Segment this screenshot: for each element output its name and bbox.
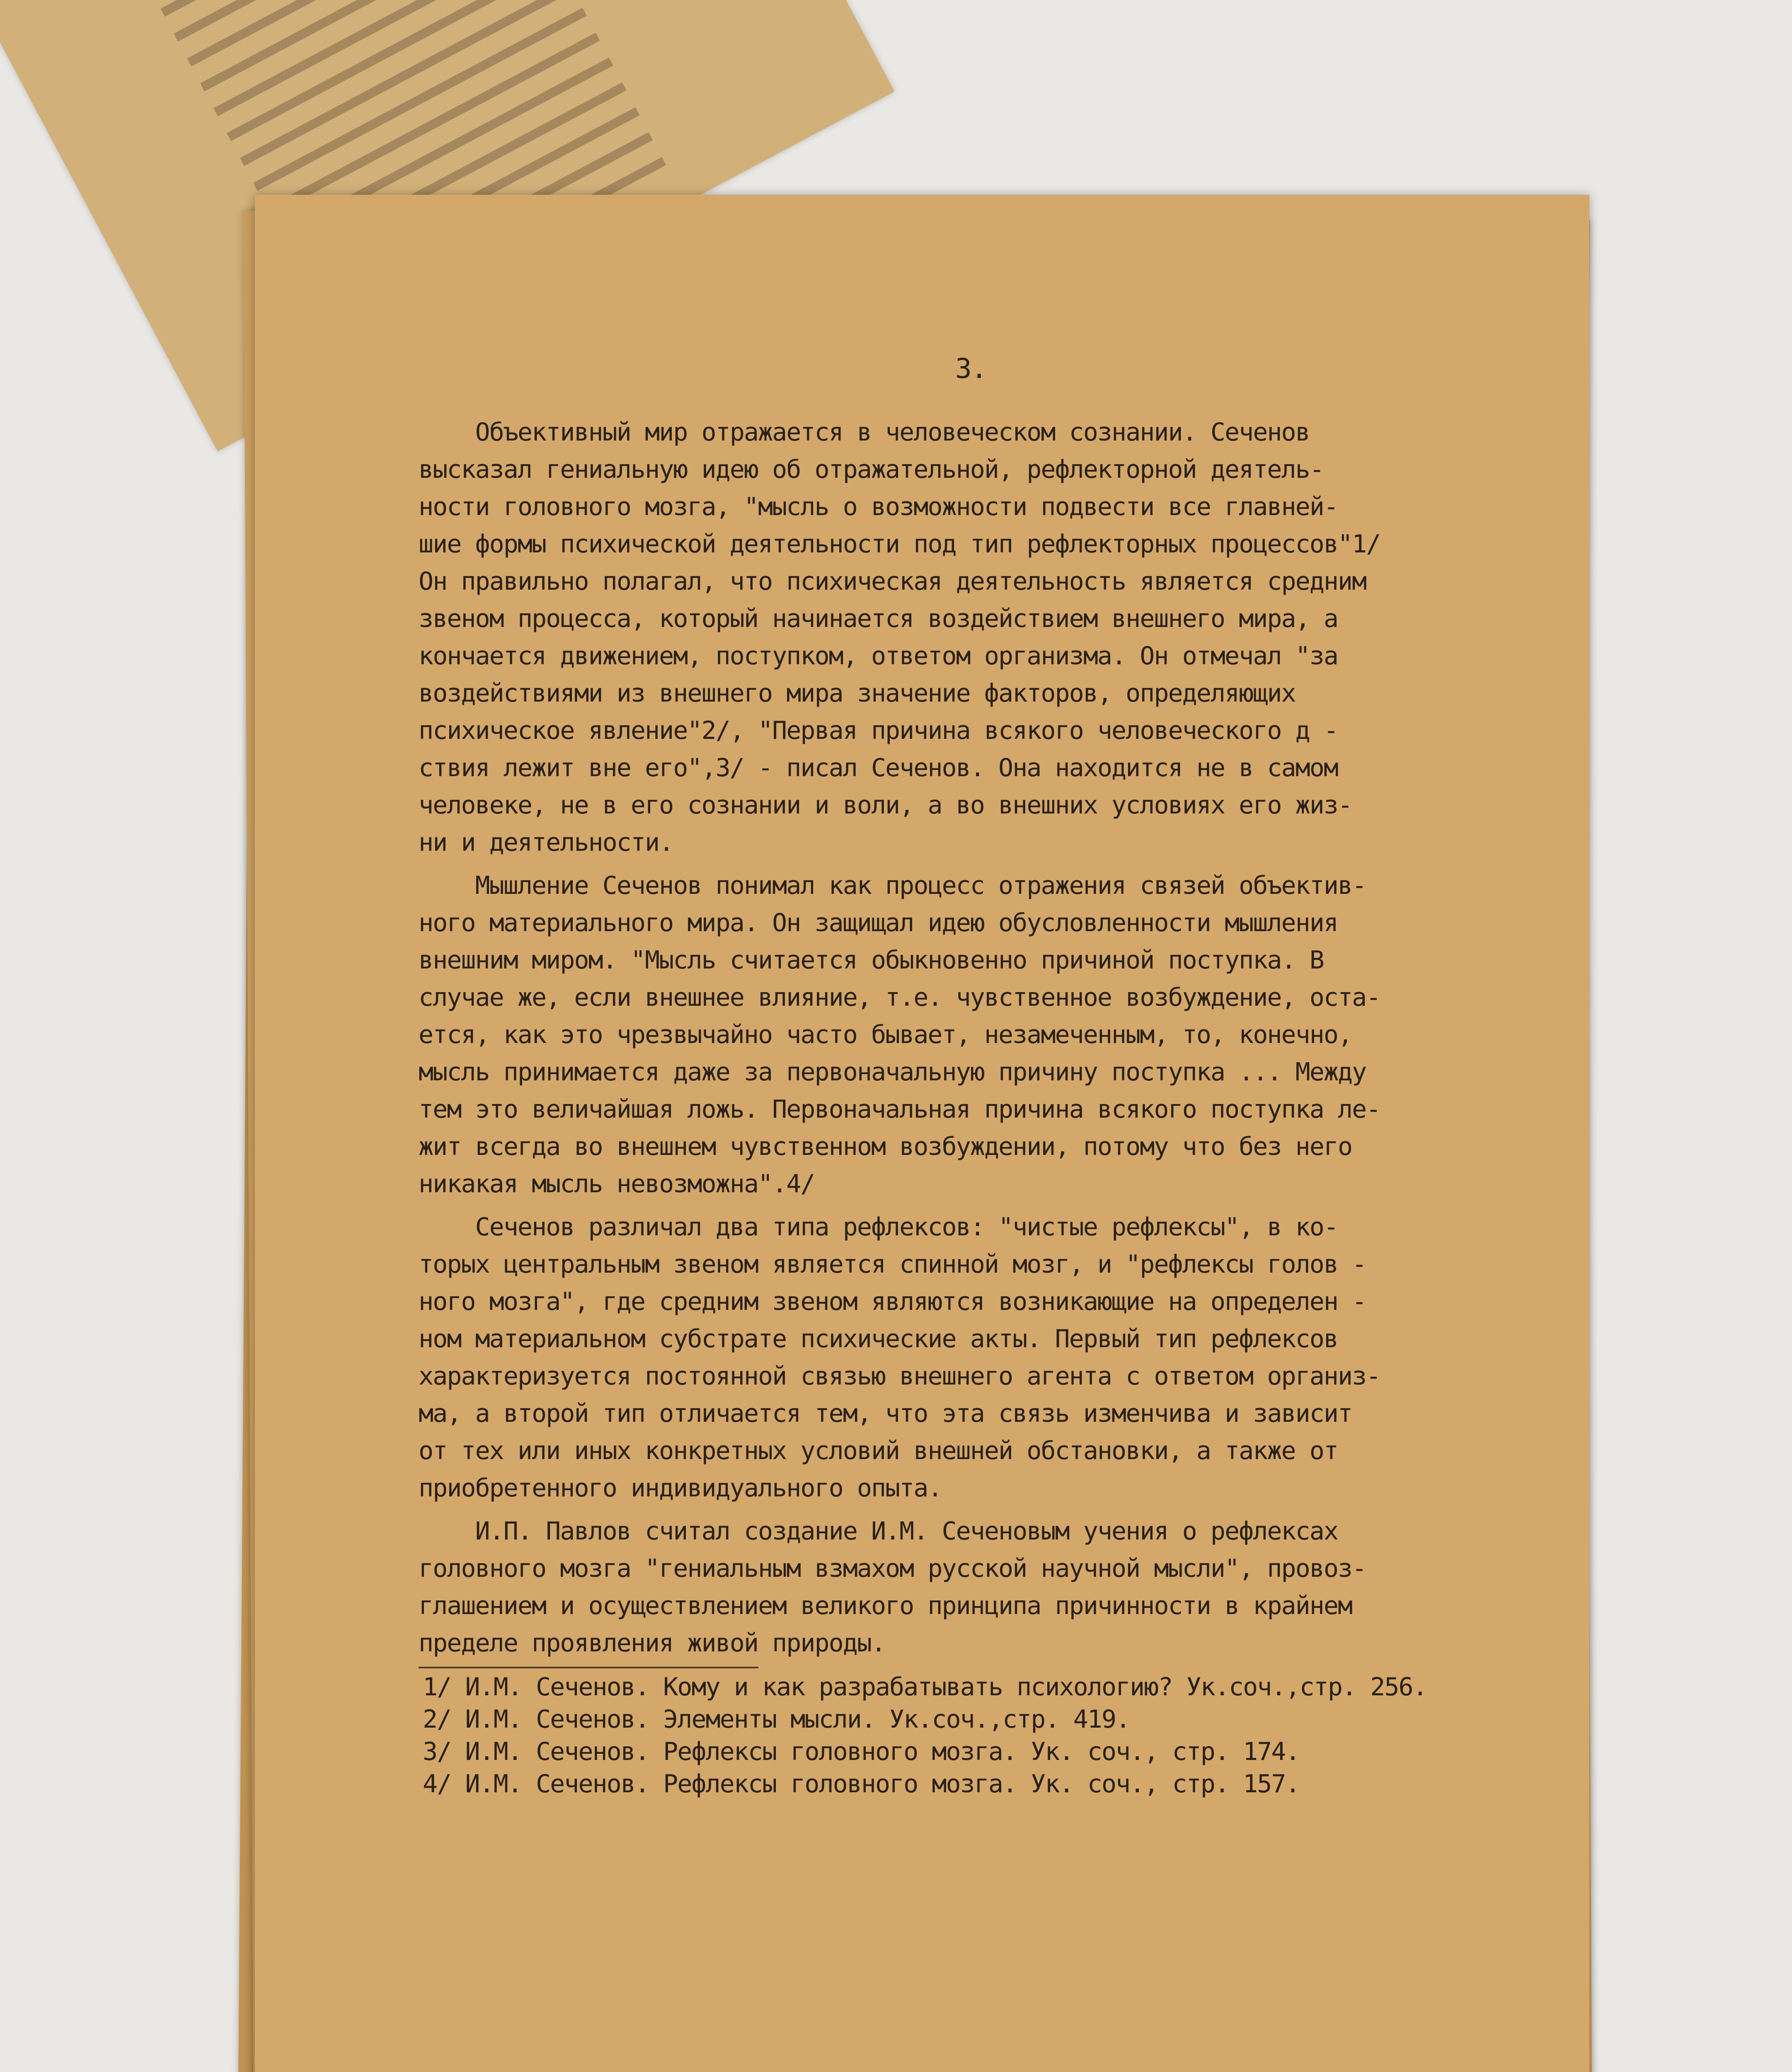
text-line: мысль принимается даже за первоначальную причину поступка ... Между <box>419 1058 1366 1087</box>
text-line: человеке, не в его сознании и воли, а во внешних условиях его жиз- <box>419 791 1352 820</box>
text-line: шие формы психической деятельности под тип рефлекторных процессов"1/ <box>419 530 1380 559</box>
footnote: 3/ И.М. Сеченов. Рефлексы головного мозга. Ук. соч., стр. 174. <box>423 1737 1300 1766</box>
text-line: Объективный мир отражается в человеческом сознании. Сеченов <box>419 418 1310 447</box>
text-line: ни и деятельности. <box>419 828 673 857</box>
text-line: жит всегда во внешнем чувственном возбуждении, потому что без него <box>419 1132 1352 1161</box>
text-line: И.П. Павлов считал создание И.М. Сеченовым учения о рефлексах <box>419 1517 1338 1546</box>
text-line: кончается движением, поступком, ответом организма. Он отмечал "за <box>419 641 1338 670</box>
text-line: приобретенного индивидуального опыта. <box>419 1474 942 1503</box>
text-line: психическое явление"2/, "Первая причина всякого человеческого д - <box>419 716 1338 745</box>
text-line: ного мозга", где средним звеном являются возникающие на определен - <box>419 1287 1366 1316</box>
text-line: никакая мысль невозможна".4/ <box>419 1169 815 1198</box>
text-line: высказал гениальную идею об отражательной, рефлекторной деятель- <box>419 455 1324 484</box>
footnote: 2/ И.М. Сеченов. Элементы мысли. Ук.соч.,стр. 419. <box>423 1705 1130 1734</box>
text-line: тем это величайшая ложь. Первоначальная причина всякого поступка ле- <box>419 1095 1380 1124</box>
page-number: 3. <box>955 353 987 385</box>
text-line: глашением и осуществлением великого принципа причинности в крайнем <box>419 1591 1352 1620</box>
text-line: головного мозга "гениальным взмахом русской научной мысли", провоз- <box>419 1554 1366 1583</box>
text-line: ном материальном субстрате психические акты. Первый тип рефлексов <box>419 1324 1338 1353</box>
footnote-rule <box>419 1667 758 1668</box>
footnote: 4/ И.М. Сеченов. Рефлексы головного мозга. Ук. соч., стр. 157. <box>423 1769 1300 1798</box>
text-line: ного материального мира. Он защищал идею обусловленности мышления <box>419 908 1338 937</box>
text-line: Сеченов различал два типа рефлексов: "чистые рефлексы", в ко- <box>419 1213 1338 1242</box>
text-line: Он правильно полагал, что психическая деятельность является средним <box>419 567 1366 596</box>
text-line: пределе проявления живой природы. <box>419 1629 886 1658</box>
text-line: характеризуется постоянной связью внешнего агента с ответом организ- <box>419 1362 1380 1391</box>
footnotes <box>423 1671 1542 1800</box>
text-line: от тех или иных конкретных условий внешней обстановки, а также от <box>419 1436 1338 1465</box>
text-line: внешним миром. "Мысль считается обыкновенно причиной поступка. В <box>419 946 1324 975</box>
text-line: ется, как это чрезвычайно часто бывает, незамеченным, то, конечно, <box>419 1020 1352 1049</box>
text-line: торых центральным звеном является спинной мозг, и "рефлексы голов - <box>419 1250 1366 1279</box>
text-line: случае же, если внешнее влияние, т.е. чувственное возбуждение, оста- <box>419 983 1380 1012</box>
footnote: 1/ И.М. Сеченов. Кому и как разрабатывать психологию? Ук.соч.,стр. 256. <box>423 1673 1427 1702</box>
text-line: ма, а второй тип отличается тем, что эта связь изменчива и зависит <box>419 1399 1352 1428</box>
text-line: воздействиями из внешнего мира значение факторов, определяющих <box>419 679 1296 708</box>
text-line: Мышление Сеченов понимал как процесс отражения связей объектив- <box>419 871 1366 900</box>
text-line: ствия лежит вне его",3/ - писал Сеченов. Она находится не в самом <box>419 753 1338 782</box>
typed-page <box>255 195 1589 2072</box>
text-line: звеном процесса, который начинается воздействием внешнего мира, а <box>419 604 1338 633</box>
text-line: ности головного мозга, "мысль о возможности подвести все главней- <box>419 492 1338 521</box>
